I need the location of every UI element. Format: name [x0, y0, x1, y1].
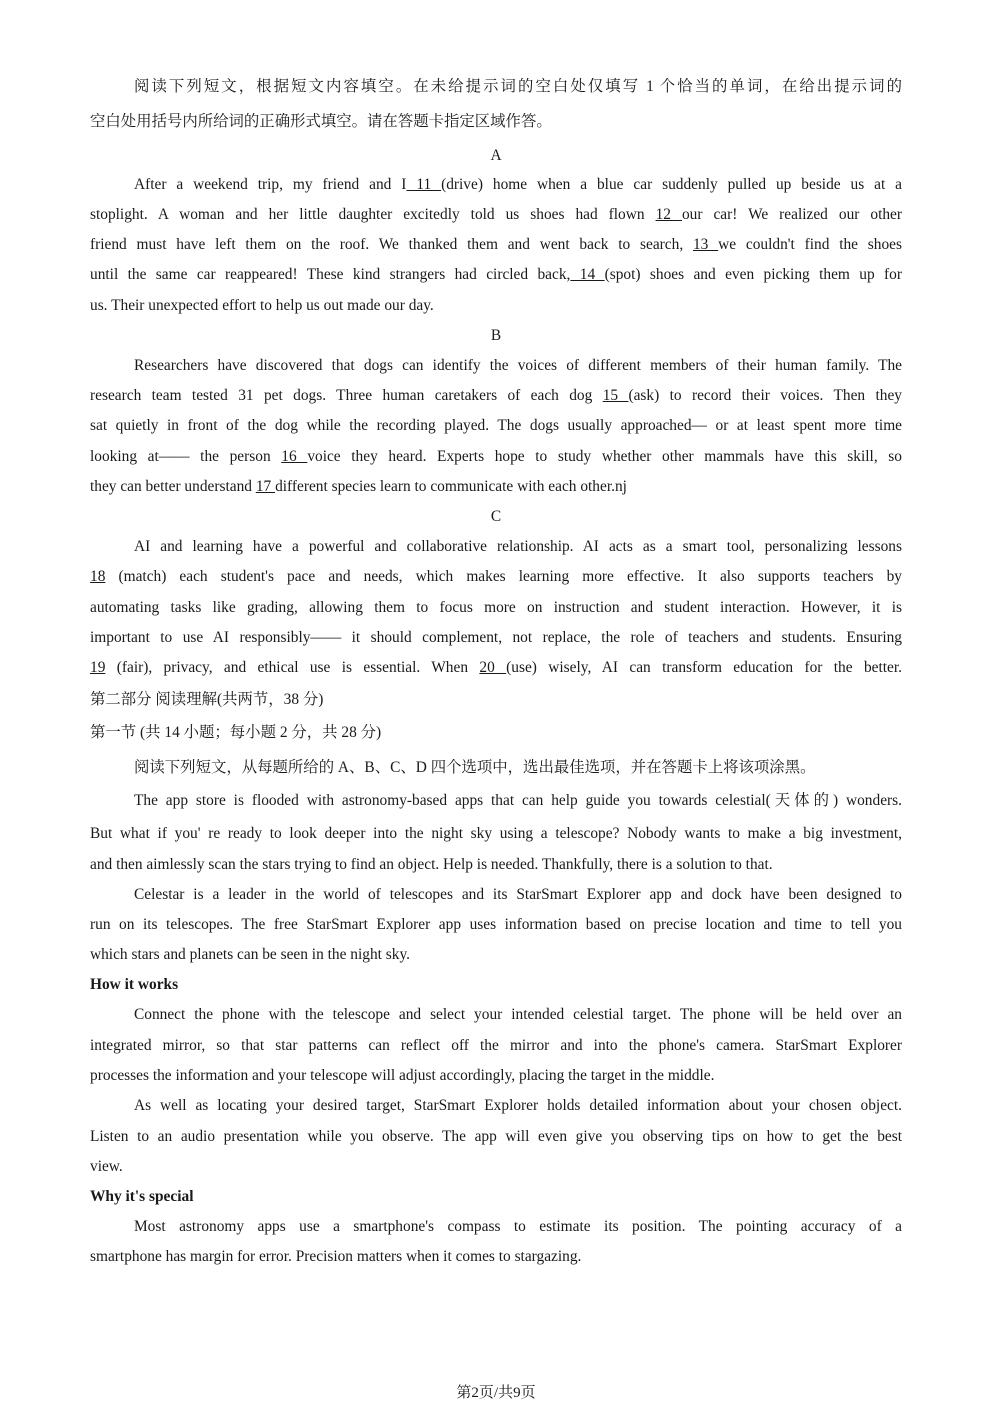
- text-segment: important to use AI responsibly—— it should complement, not replace, the role of teachers and students. Ensuring: [90, 629, 902, 646]
- text-segment: (ask) to record their voices. Then they: [628, 387, 902, 404]
- passage-line: [90, 296, 902, 316]
- blank-number: 17: [255, 478, 276, 495]
- passage-label: B: [490, 327, 502, 344]
- text-segment: different species learn to communicate with each other.: [275, 478, 615, 495]
- passage-line: [90, 598, 902, 618]
- instruction-line: 空白处用括号内所给词的正确形式填空。请在答题卡指定区域作答。: [90, 113, 552, 130]
- blank-number: 15: [602, 387, 629, 404]
- passage-line: [90, 205, 902, 225]
- text-segment: Researchers have discovered that dogs can identify the voices of different members of their human family. The: [134, 357, 902, 374]
- passage-label: A: [490, 147, 502, 164]
- text-segment: they can better understand: [90, 478, 256, 495]
- passage-line: [90, 386, 902, 406]
- blank-number: 19: [90, 659, 106, 676]
- passage-line: [90, 628, 902, 648]
- instruction-line: 阅读下列短文，根据短文内容填空。在未给提示词的空白处仅填写 1 个恰当的单词，在给出提示词的: [134, 78, 902, 95]
- instruction-line: 阅读下列短文，从每题所给的 A、B、C、D 四个选项中，选出最佳选项，并在答题卡上将该项涂黑。: [134, 759, 816, 776]
- passage-line: [90, 567, 902, 587]
- passage-line: [134, 356, 902, 376]
- article-line: But what if you' re ready to look deeper into the night sky using a telescope? Nobody wants to make a big investment,: [90, 825, 902, 842]
- text-segment: (fair), privacy, and ethical use is essential. When: [105, 659, 480, 676]
- blank-number: 14: [570, 266, 605, 283]
- blank-number: 18: [90, 568, 106, 585]
- article-line: run on its telescopes. The free StarSmart Explorer app uses information based on precise location and time to tell you: [90, 916, 902, 933]
- article-line: Celestar is a leader in the world of telescopes and its StarSmart Explorer app and dock have been designed to: [134, 886, 902, 903]
- text-segment: AI and learning have a powerful and collaborative relationship. AI acts as a smart tool, personalizing lessons: [134, 538, 902, 555]
- subheading: Why it's special: [90, 1188, 194, 1205]
- text-segment: us. Their unexpected effort to help us out made our day.: [90, 297, 434, 314]
- blank-number: 11: [406, 176, 442, 193]
- article-line: smartphone has margin for error. Precision matters when it comes to stargazing.: [90, 1248, 582, 1265]
- part-title: 第二部分 阅读理解(共两节，38 分): [90, 691, 324, 708]
- passage-line: [90, 265, 902, 285]
- article-line: integrated mirror, so that star patterns can reflect off the mirror and into the phone's camera. StarSmart Explorer: [90, 1037, 902, 1054]
- text-segment: (match) each student's pace and needs, which makes learning more effective. It also supports teachers by: [105, 568, 902, 585]
- passage-line: [134, 537, 902, 557]
- passage-line: [90, 235, 902, 255]
- text-segment: automating tasks like grading, allowing them to focus more on instruction and student interaction. However, it is: [90, 599, 902, 616]
- text-segment: until the same car reappeared! These kind strangers had circled back,: [90, 266, 571, 283]
- text-segment: looking at—— the person: [90, 448, 282, 465]
- text-segment: research team tested 31 pet dogs. Three human caretakers of each dog: [90, 387, 603, 404]
- blank-number: 12: [655, 206, 682, 223]
- text-segment: After a weekend trip, my friend and I: [134, 176, 407, 193]
- text-segment: (drive) home when a blue car suddenly pulled up beside us at a: [441, 176, 902, 193]
- text-segment: (spot) shoes and even picking them up for: [604, 266, 903, 283]
- article-line: As well as locating your desired target, StarSmart Explorer holds detailed information about your chosen object.: [134, 1097, 902, 1114]
- text-segment: friend must have left them on the roof. We thanked them and went back to search,: [90, 236, 693, 253]
- article-line: which stars and planets can be seen in the night sky.: [90, 946, 410, 963]
- blank-number: 13: [692, 236, 719, 253]
- passage-line: [134, 175, 902, 195]
- article-line: and then aimlessly scan the stars trying to find an object. Help is needed. Thankfully, there is a solution to that.: [90, 856, 773, 873]
- text-segment: (use) wisely, AI can transform education for the better.: [506, 659, 902, 676]
- article-line: processes the information and your telescope will adjust accordingly, placing the target in the middle.: [90, 1067, 715, 1084]
- article-line: Listen to an audio presentation while you observe. The app will even give you observing tips on how to get the best: [90, 1128, 902, 1145]
- blank-number: 16: [281, 448, 308, 465]
- text-segment: voice they heard. Experts hope to study whether other mammals have this skill, so: [307, 448, 902, 465]
- section-title: 第一节 (共 14 小题；每小题 2 分，共 28 分): [90, 724, 382, 741]
- subheading: How it works: [90, 976, 179, 993]
- passage-line: [90, 416, 902, 436]
- blank-number: 20: [479, 659, 507, 676]
- passage-line: [90, 477, 902, 497]
- text-segment: sat quietly in front of the dog while the recording played. The dogs usually approached— or at least spent more time: [90, 417, 902, 434]
- text-segment: we couldn't find the shoes: [718, 236, 902, 253]
- text-segment: nj: [614, 478, 627, 495]
- passage-label: C: [490, 508, 502, 525]
- text-segment: our car! We realized our other: [681, 206, 902, 223]
- article-line: The app store is flooded with astronomy-based apps that can help guide you towards celestial(天体的) wonders.: [134, 792, 902, 809]
- article-line: Connect the phone with the telescope and select your intended celestial target. The phone will be held over an: [134, 1006, 902, 1023]
- text-segment: stoplight. A woman and her little daughter excitedly told us shoes had flown: [90, 206, 656, 223]
- article-line: view.: [90, 1158, 123, 1175]
- page-footer: 第2页/共9页: [456, 1385, 536, 1401]
- article-line: Most astronomy apps use a smartphone's compass to estimate its position. The pointing accuracy of a: [134, 1218, 902, 1235]
- passage-line: [90, 447, 902, 467]
- passage-line: [90, 658, 902, 678]
